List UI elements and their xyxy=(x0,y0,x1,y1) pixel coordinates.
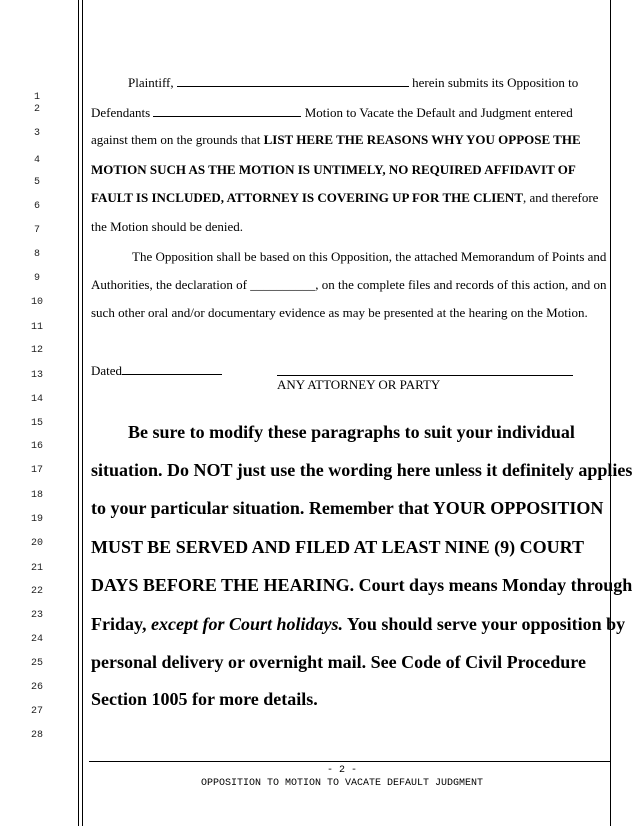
line-number: 4 xyxy=(33,155,40,166)
text-run: Defendants xyxy=(91,105,154,120)
line-number: 6 xyxy=(33,201,40,212)
note-line: to your particular situation. Remember that YOUR OPPOSITION xyxy=(91,498,604,518)
note-line: DAYS BEFORE THE HEARING. Court days means Monday through xyxy=(91,575,633,595)
margin-rule-left-inner xyxy=(82,0,83,826)
footer-rule xyxy=(89,761,610,762)
text-run: herein submits its Opposition to xyxy=(408,75,579,90)
text-run: against them on the grounds that xyxy=(91,132,264,147)
dated-label: Dated xyxy=(91,363,123,378)
line-number: 9 xyxy=(33,273,40,284)
text-run: You should serve your opposition by xyxy=(343,614,626,634)
text-line xyxy=(91,162,576,178)
line-number: 21 xyxy=(30,563,43,574)
text-run: , and therefore xyxy=(523,190,599,205)
note-line: personal delivery or overnight mail. See Code of Civil Procedure xyxy=(91,652,586,672)
line-number: 19 xyxy=(30,514,43,525)
dated-line xyxy=(91,362,222,379)
note-line: Be sure to modify these paragraphs to suit your individual xyxy=(128,422,575,442)
line-number: 20 xyxy=(30,538,43,549)
signer-label: ANY ATTORNEY OR PARTY xyxy=(277,377,441,392)
line-number: 15 xyxy=(30,418,43,429)
text-line xyxy=(91,190,598,206)
plaintiff-name-blank xyxy=(177,74,409,87)
date-blank xyxy=(122,362,222,375)
signature-line xyxy=(277,375,573,376)
note-line xyxy=(91,613,625,635)
line-number: 17 xyxy=(30,465,43,476)
line-number: 1 xyxy=(33,92,40,103)
page-number: - 2 - xyxy=(326,765,357,776)
note-line: Section 1005 for more details. xyxy=(91,689,318,709)
line-number: 13 xyxy=(30,370,43,381)
line-number: 24 xyxy=(30,634,43,645)
declarant-blank: __________ xyxy=(250,277,316,292)
line-number: 3 xyxy=(33,128,40,139)
defendant-name-blank xyxy=(153,104,301,117)
line-number: 28 xyxy=(30,730,43,741)
text-run: Plaintiff, xyxy=(128,75,177,90)
text-run-bold: MOTION SUCH AS THE MOTION IS UNTIMELY, NO REQUIRED AFFIDAVIT OF xyxy=(91,162,576,177)
text-run-bold: LIST HERE THE REASONS WHY YOU OPPOSE THE xyxy=(263,132,581,147)
text-line: such other oral and/or documentary evidence as may be presented at the hearing on the Motion. xyxy=(91,305,588,320)
margin-rule-left-outer xyxy=(78,0,79,826)
footer-title: OPPOSITION TO MOTION TO VACATE DEFAULT JUDGMENT xyxy=(200,778,484,789)
line-number: 5 xyxy=(33,177,40,188)
text-line xyxy=(91,132,581,148)
line-number: 2 xyxy=(33,104,40,115)
text-line xyxy=(91,104,573,121)
line-number: 26 xyxy=(30,682,43,693)
text-line xyxy=(128,74,578,91)
line-number: 25 xyxy=(30,658,43,669)
margin-rule-right xyxy=(610,0,611,826)
line-number: 22 xyxy=(30,586,43,597)
text-line: The Opposition shall be based on this Opposition, the attached Memorandum of Points and xyxy=(132,249,607,264)
line-number: 23 xyxy=(30,610,43,621)
text-run-bold: FAULT IS INCLUDED, ATTORNEY IS COVERING UP FOR THE CLIENT xyxy=(91,190,523,205)
line-number: 11 xyxy=(30,322,43,333)
text-line: the Motion should be denied. xyxy=(91,219,244,234)
line-number: 12 xyxy=(30,345,43,356)
text-run: Authorities, the declaration of xyxy=(91,277,251,292)
line-number: 16 xyxy=(30,441,43,452)
line-number: 27 xyxy=(30,706,43,717)
note-line: situation. Do NOT just use the wording here unless it definitely applies xyxy=(91,460,633,480)
text-run: , on the complete files and records of this action, and on xyxy=(315,277,607,292)
line-number: 10 xyxy=(30,297,43,308)
text-run-italic: except for Court holidays. xyxy=(151,614,344,634)
text-run: Friday, xyxy=(91,614,152,634)
line-number: 14 xyxy=(30,394,43,405)
line-number: 18 xyxy=(30,490,43,501)
text-line xyxy=(91,277,607,293)
line-number: 8 xyxy=(33,249,40,260)
text-run: Motion to Vacate the Default and Judgment entered xyxy=(301,105,573,120)
note-line: MUST BE SERVED AND FILED AT LEAST NINE (9) COURT xyxy=(91,537,585,557)
line-number: 7 xyxy=(33,225,40,236)
